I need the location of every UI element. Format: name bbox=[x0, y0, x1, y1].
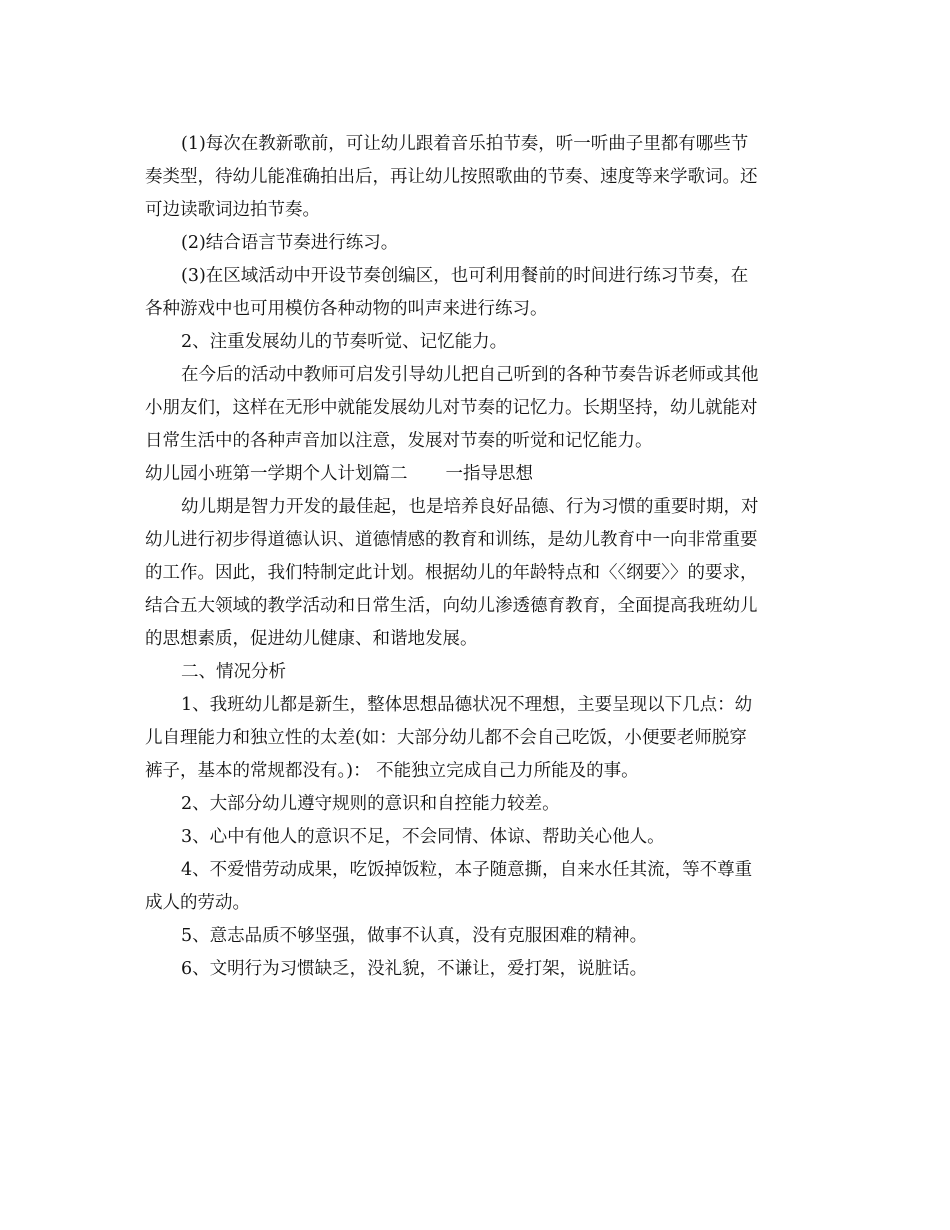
paragraph-analysis-5 bbox=[145, 920, 810, 953]
text-line: 儿自理能力和独立性的太差(如：大部分幼儿都不会自己吃饭，小便要老师脱穿 bbox=[145, 728, 747, 748]
text-line: 2、大部分幼儿遵守规则的意识和自控能力较差。 bbox=[181, 794, 560, 814]
text-line: 日常生活中的各种声音加以注意，发展对节奏的听觉和记忆能力。 bbox=[145, 431, 653, 451]
paragraph-rhythm-2 bbox=[145, 227, 810, 260]
text-line: 4、不爱惜劳动成果，吃饭掉饭粒，本子随意撕，自来水任其流，等不尊重 bbox=[181, 860, 753, 880]
text-line: 在今后的活动中教师可启发引导幼儿把自己听到的各种节奏告诉老师或其他 bbox=[181, 365, 759, 385]
text-line: 可边读歌词边拍节奏。 bbox=[145, 200, 320, 220]
text-line: 幼儿进行初步得道德认识、道德情感的教育和训练，是幼儿教育中一向非常重要 bbox=[145, 530, 758, 550]
paragraph-analysis-6 bbox=[145, 953, 810, 986]
text-line: 各种游戏中也可用模仿各种动物的叫声来进行练习。 bbox=[145, 299, 548, 319]
paragraph-analysis-2 bbox=[145, 788, 810, 821]
paragraph-analysis-4 bbox=[145, 854, 810, 920]
text-line: (1)每次在教新歌前，可让幼儿跟着音乐拍节奏，听一听曲子里都有哪些节 bbox=[181, 134, 749, 154]
paragraph-analysis-3 bbox=[145, 821, 810, 854]
text-line: (3)在区域活动中开设节奏创编区，也可利用餐前的时间进行练习节奏，在 bbox=[181, 266, 749, 286]
text-line: 的工作。因此，我们特制定此计划。根据幼儿的年龄特点和〈〈纲要〉〉的要求， bbox=[145, 563, 758, 583]
heading-title: 幼儿园小班第一学期个人计划篇二 bbox=[145, 464, 408, 484]
text-line: 结合五大领域的教学活动和日常生活，向幼儿渗透德育教育，全面提高我班幼儿 bbox=[145, 596, 758, 616]
text-line: 6、文明行为习惯缺乏，没礼貌，不谦让，爱打架，说脏话。 bbox=[181, 959, 648, 979]
text-line: (2)结合语言节奏进行练习。 bbox=[181, 233, 399, 253]
document-body bbox=[145, 128, 810, 986]
paragraph-point-2 bbox=[145, 326, 810, 359]
paragraph-analysis-1 bbox=[145, 689, 810, 788]
text-line: 1、我班幼儿都是新生，整体思想品德状况不理想，主要呈现以下几点：幼 bbox=[181, 695, 753, 715]
paragraph-rhythm-1 bbox=[145, 128, 810, 227]
text-line: 裤子，基本的常规都没有。)： 不能独立完成自己力所能及的事。 bbox=[145, 761, 639, 781]
section-situation-analysis bbox=[145, 656, 810, 689]
text-line: 2、注重发展幼儿的节奏听觉、记忆能力。 bbox=[181, 332, 508, 352]
text-line: 二、情况分析 bbox=[181, 662, 286, 682]
paragraph-future-activities bbox=[145, 359, 810, 458]
heading-line bbox=[145, 458, 810, 491]
text-line: 的思想素质，促进幼儿健康、和谐地发展。 bbox=[145, 629, 478, 649]
heading-subtitle: 一指导思想 bbox=[445, 464, 533, 484]
text-line: 5、意志品质不够坚强，做事不认真，没有克服困难的精神。 bbox=[181, 926, 648, 946]
text-line: 幼儿期是智力开发的最佳起，也是培养良好品德、行为习惯的重要时期，对 bbox=[181, 497, 759, 517]
text-line: 3、心中有他人的意识不足，不会同情、体谅、帮助关心他人。 bbox=[181, 827, 665, 847]
text-line: 小朋友们，这样在无形中就能发展幼儿对节奏的记忆力。长期坚持，幼儿就能对 bbox=[145, 398, 758, 418]
text-line: 成人的劳动。 bbox=[145, 893, 250, 913]
paragraph-guiding-thought bbox=[145, 491, 810, 656]
section-heading bbox=[145, 458, 810, 491]
text-line: 奏类型，待幼儿能准确拍出后，再让幼儿按照歌曲的节奏、速度等来学歌词。还 bbox=[145, 167, 758, 187]
paragraph-rhythm-3 bbox=[145, 260, 810, 326]
